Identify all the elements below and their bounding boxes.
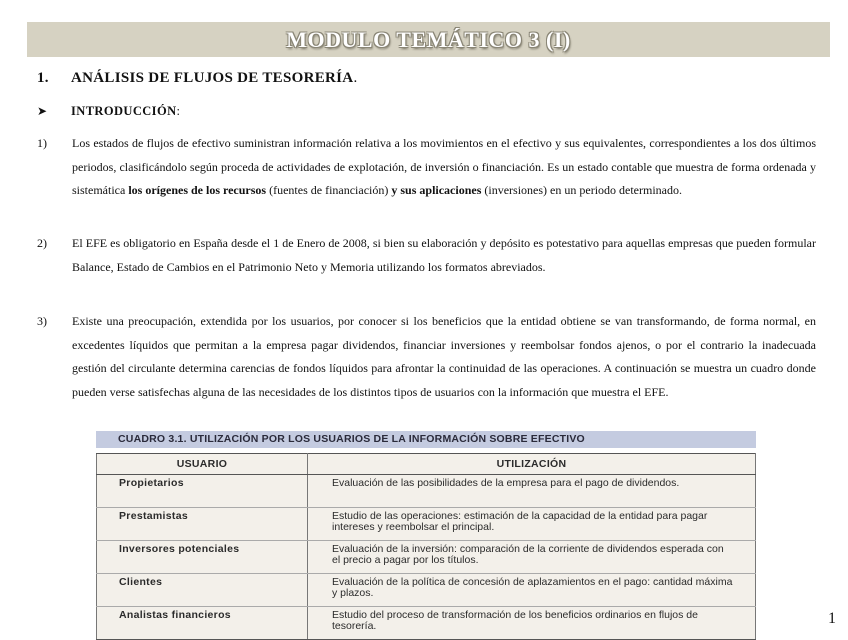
section-title: ANÁLISIS DE FLUJOS DE TESORERÍA (71, 70, 354, 86)
cell-use: Evaluación de la inversión: comparación de la corriente de dividendos esperada con el precio a pagar por los títulos. (308, 541, 756, 574)
cell-user: Clientes (97, 574, 308, 607)
paragraph-text-part: Los estados de flujos de efectivo suministran información relativa a los movimientos en el efectivo y sus equivalentes, correspondientes a los dos últimos periodos, clasificándolo según proceda de actividades de explotación, de inversión o financiación. Es un estado contable que muestra de forma ordenada y sistemática (72, 136, 816, 197)
intro-label: INTRODUCCIÓN (71, 104, 177, 118)
cell-use: Estudio de las operaciones: estimación de la capacidad de la entidad para pagar intereses y reembolsar el principal. (308, 508, 756, 541)
table-row (97, 475, 756, 508)
cell-use: Estudio del proceso de transformación de los beneficios ordinarios en flujos de tesorería. (308, 607, 756, 640)
paragraph-text-part: (inversiones) en un periodo determinado. (481, 183, 682, 197)
paragraph-3 (37, 310, 816, 404)
cell-use: Evaluación de las posibilidades de la empresa para el pago de dividendos. (308, 475, 756, 508)
paragraph-text: El EFE es obligatorio en España desde el 1 de Enero de 2008, si bien su elaboración y depósito es potestativo para aquellas empresas que pueden formular Balance, Estado de Cambios en el Patrimonio Neto y Memoria utilizando los formatos abreviados. (72, 236, 816, 274)
column-header-use: UTILIZACIÓN (308, 454, 756, 475)
intro-suffix: : (176, 104, 181, 118)
paragraph-text-part: (fuentes de financiación) (266, 183, 392, 197)
paragraph-number: 1) (37, 136, 47, 150)
intro-heading (37, 104, 180, 119)
table-caption: CUADRO 3.1. UTILIZACIÓN POR LOS USUARIOS DE LA INFORMACIÓN SOBRE EFECTIVO (96, 431, 756, 448)
cell-user: Inversores potenciales (97, 541, 308, 574)
table-header-row (97, 454, 756, 475)
table-row (97, 607, 756, 640)
cell-use: Evaluación de la política de concesión de aplazamientos en el pago: cantidad máxima y plazos. (308, 574, 756, 607)
table-row (97, 508, 756, 541)
module-header-bar (27, 22, 830, 57)
paragraph-1 (37, 132, 816, 203)
usage-table (96, 453, 756, 640)
table-row (97, 541, 756, 574)
paragraph-number: 3) (37, 314, 47, 328)
cell-user: Propietarios (97, 475, 308, 508)
paragraph-2 (37, 232, 816, 279)
page-number: 1 (828, 610, 836, 627)
efe-usage-table (96, 431, 756, 632)
cell-user: Prestamistas (97, 508, 308, 541)
cell-user: Analistas financieros (97, 607, 308, 640)
paragraph-number: 2) (37, 236, 47, 250)
paragraph-text: Existe una preocupación, extendida por los usuarios, por conocer si los beneficios que la entidad obtiene se van transformando, de forma normal, en excedentes líquidos que permitan a la empresa pagar dividendos, financiar inversiones y reembolsar fondos ajenos, o por el contrario la inadecuada gestión del circulante determina carencias de fondos líquidos para afrontar la continuidad de las operaciones. A continuación se muestra un cuadro donde pueden verse satisfechas alguna de las necesidades de los distintos tipos de usuarios con la información que muestra el EFE. (72, 314, 816, 399)
section-title-suffix: . (353, 70, 358, 86)
column-header-user: USUARIO (97, 454, 308, 475)
section-number: 1. (37, 70, 49, 86)
paragraph-text (72, 132, 816, 203)
table-row (97, 574, 756, 607)
section-heading (37, 70, 358, 87)
arrow-bullet-icon: ➤ (37, 104, 48, 118)
page-title: MODULO TEMÁTICO 3 (I) (286, 26, 571, 52)
paragraph-bold-origins: los orígenes de los recursos (128, 183, 267, 197)
paragraph-bold-applications: y sus aplicaciones (391, 183, 482, 197)
